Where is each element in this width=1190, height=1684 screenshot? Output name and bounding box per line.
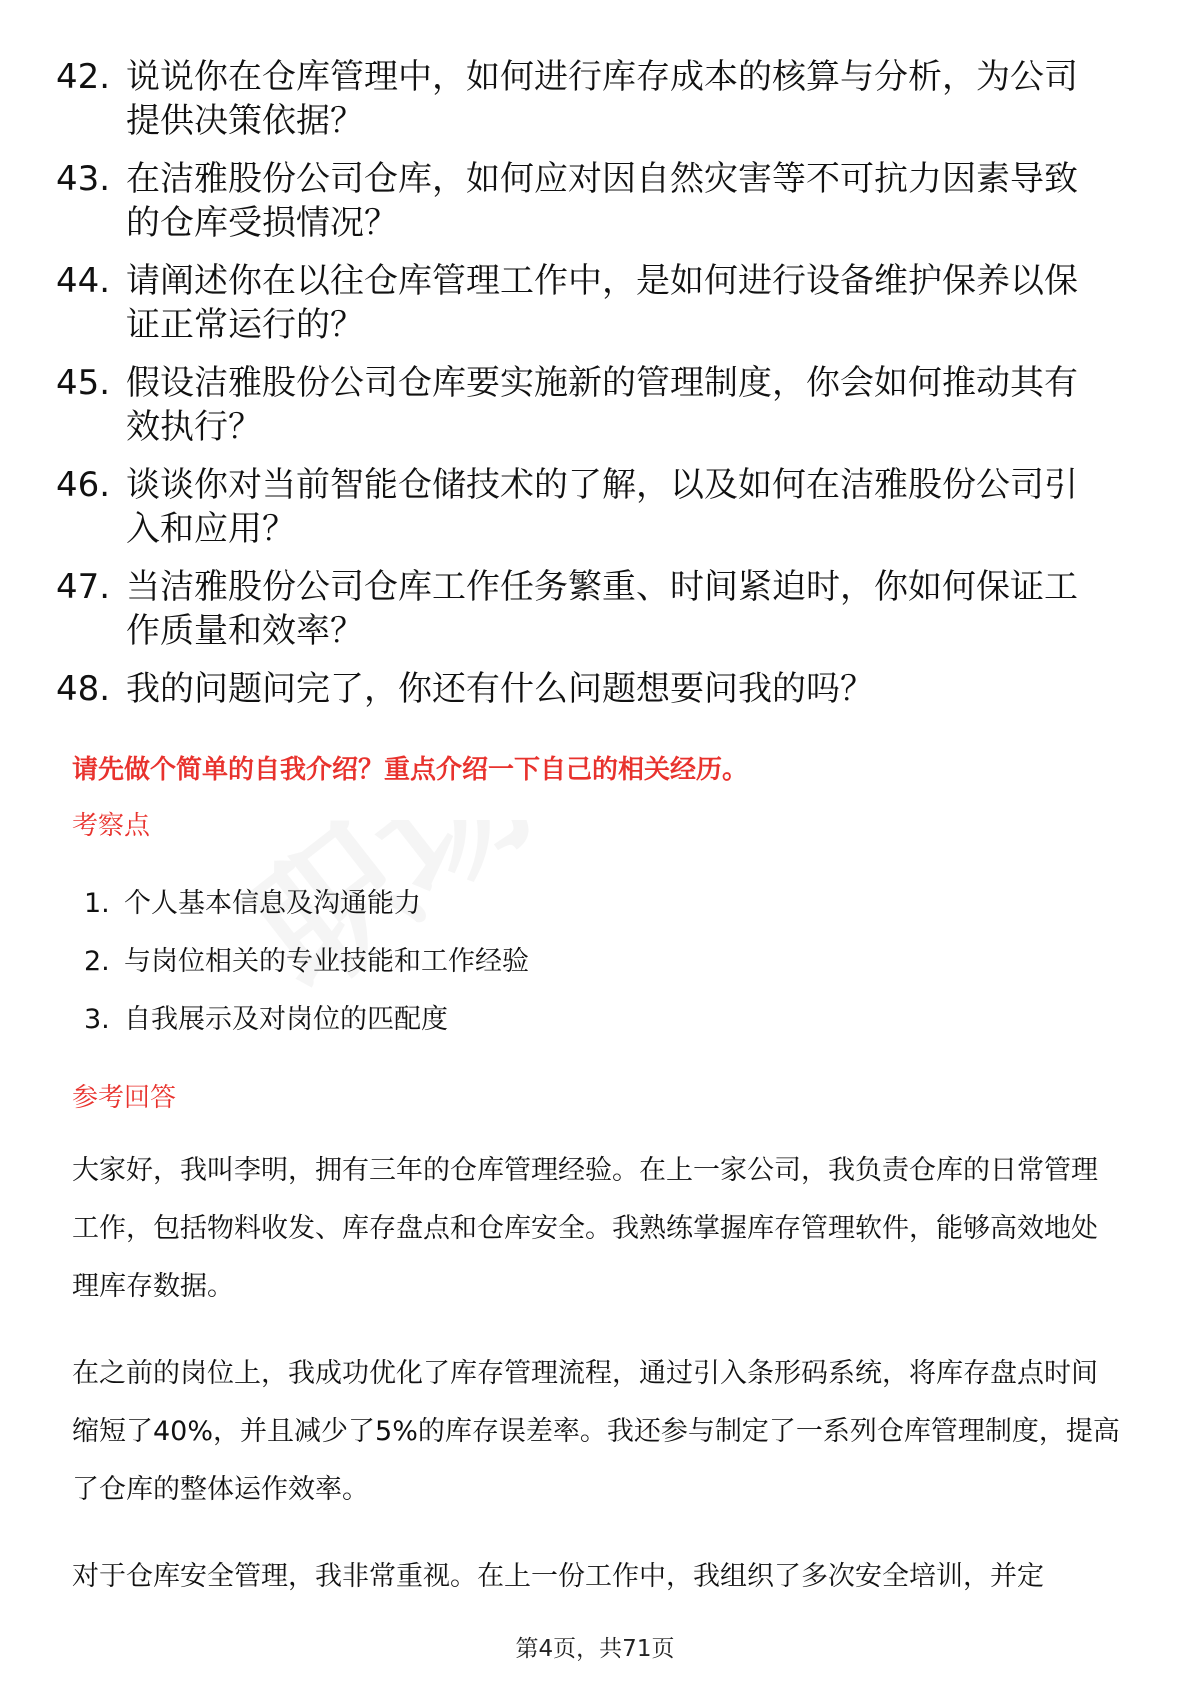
- answer-paragraph: 在之前的岗位上，我成功优化了库存管理流程，通过引入条形码系统，将库存盘点时间缩短了40%，并且减少了5%的库存误差率。我还参与制定了一系列仓库管理制度，提高了仓库的整体运作效率。: [72, 1358, 1120, 1505]
- answer-heading: 参考回答: [72, 1083, 177, 1113]
- question-text: 在洁雅股份公司仓库，如何应对因自然灾害等不可抗力因素导致的仓库受损情况？: [126, 159, 1078, 243]
- point-number: 3.: [84, 1004, 110, 1035]
- question-number: 48.: [56, 669, 111, 709]
- question-text: 我的问题问完了，你还有什么问题想要问我的吗？: [126, 669, 874, 709]
- points-heading: 考察点: [72, 811, 151, 841]
- point-number: 1.: [84, 888, 110, 919]
- question-number: 47.: [56, 567, 111, 607]
- watermark-text: [200, 820, 1042, 1030]
- point-text: 自我展示及对岗位的匹配度: [124, 1004, 448, 1035]
- question-text: 当洁雅股份公司仓库工作任务繁重、时间紧迫时，你如何保证工作质量和效率？: [126, 567, 1078, 651]
- page-number-footer: 第4页，共71页: [515, 1636, 675, 1662]
- point-text: 个人基本信息及沟通能力: [124, 888, 421, 919]
- intro-question-title: 请先做个简单的自我介绍？重点介绍一下自己的相关经历。: [72, 755, 749, 785]
- point-number: 2.: [84, 946, 110, 977]
- answer-paragraph: 对于仓库安全管理，我非常重视。在上一份工作中，我组织了多次安全培训，并定: [72, 1561, 1044, 1592]
- question-number: 45.: [56, 363, 111, 403]
- question-number: 43.: [56, 159, 111, 199]
- question-text: 假设洁雅股份公司仓库要实施新的管理制度，你会如何推动其有效执行？: [126, 363, 1078, 447]
- point-text: 与岗位相关的专业技能和工作经验: [124, 946, 529, 977]
- question-number: 44.: [56, 261, 111, 301]
- question-text: 谈谈你对当前智能仓储技术的了解，以及如何在洁雅股份公司引入和应用？: [126, 465, 1078, 549]
- question-text: 请阐述你在以往仓库管理工作中，是如何进行设备维护保养以保证正常运行的？: [126, 261, 1078, 345]
- question-text: 说说你在仓库管理中，如何进行库存成本的核算与分析，为公司提供决策依据？: [126, 57, 1078, 141]
- answer-paragraph: 大家好，我叫李明，拥有三年的仓库管理经验。在上一家公司，我负责仓库的日常管理工作，包括物料收发、库存盘点和仓库安全。我熟练掌握库存管理软件，能够高效地处理库存数据。: [72, 1155, 1098, 1302]
- question-number: 46.: [56, 465, 111, 505]
- question-number: 42.: [56, 57, 111, 97]
